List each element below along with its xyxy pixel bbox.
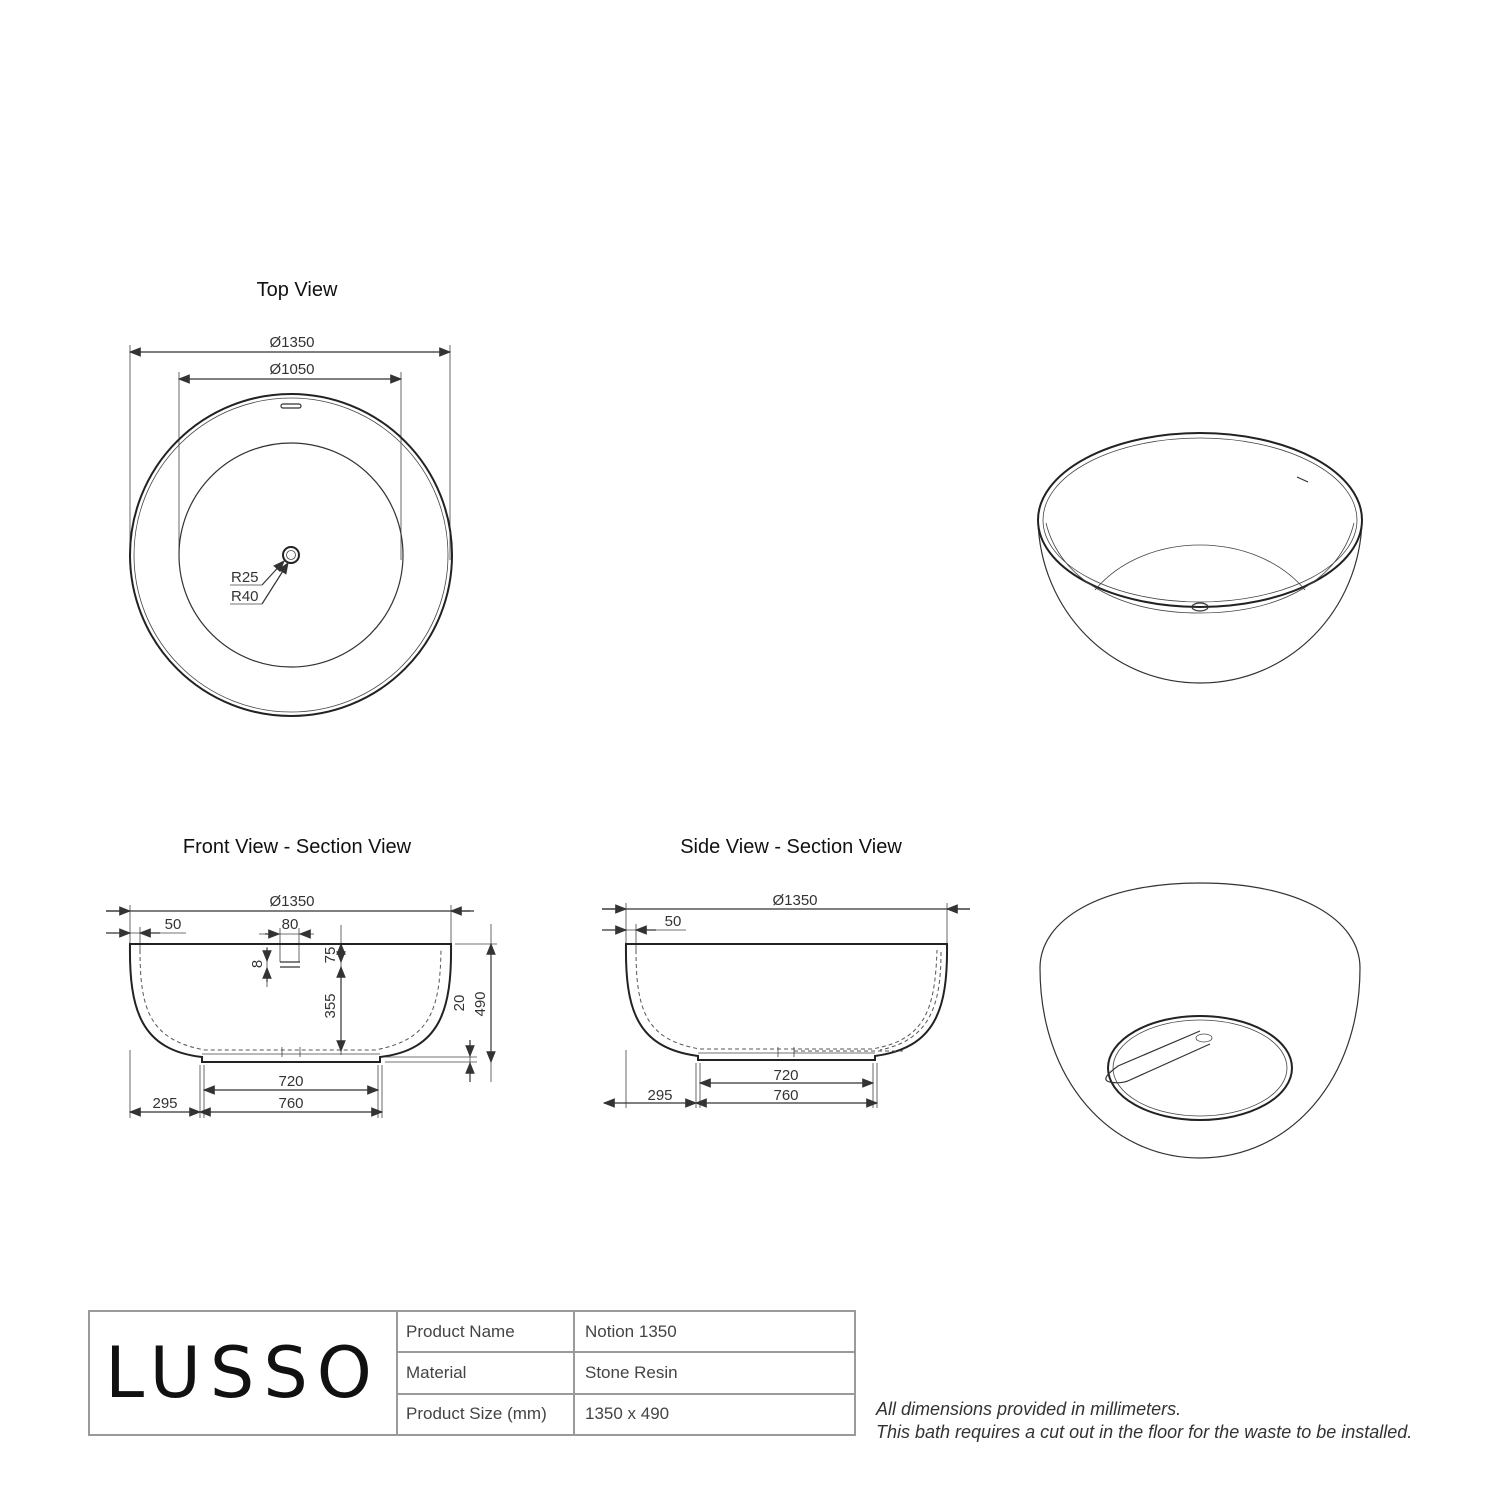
underside-waste-channel bbox=[1106, 1031, 1210, 1083]
top-overflow-slot bbox=[281, 404, 301, 408]
material-value: Stone Resin bbox=[585, 1362, 678, 1382]
perspective-view-bottom bbox=[1040, 883, 1360, 1158]
top-r40-label: R40 bbox=[231, 588, 259, 605]
top-r25-label: R25 bbox=[231, 569, 259, 586]
front-base-inner-label: 720 bbox=[278, 1073, 304, 1090]
title-block bbox=[88, 1310, 856, 1436]
side-section-view bbox=[602, 836, 970, 1108]
front-section-view bbox=[106, 836, 497, 1118]
side-dia-label: Ø1350 bbox=[772, 892, 818, 909]
front-wall-label: 50 bbox=[164, 916, 182, 933]
front-base-outer-label: 760 bbox=[278, 1095, 304, 1112]
table-row bbox=[398, 1312, 854, 1353]
product-name-value: Notion 1350 bbox=[585, 1321, 677, 1341]
top-view bbox=[130, 279, 452, 716]
perspective-view-top bbox=[1038, 433, 1362, 683]
note-dimensions: All dimensions provided in millimeters. bbox=[876, 1399, 1182, 1419]
front-dia-label: Ø1350 bbox=[269, 893, 315, 910]
top-outer-rim bbox=[130, 394, 452, 716]
table-row bbox=[398, 1353, 854, 1394]
top-view-title: Top View bbox=[256, 279, 338, 301]
front-view-title: Front View - Section View bbox=[182, 836, 412, 858]
product-info-table bbox=[398, 1312, 854, 1434]
top-dia-outer-label: Ø1350 bbox=[269, 334, 315, 351]
top-drain bbox=[283, 547, 299, 563]
note-floor-cutout: This bath requires a cut out in the floor for the waste to be installed. bbox=[876, 1422, 1413, 1442]
side-view-title: Side View - Section View bbox=[680, 836, 902, 858]
top-inner-basin bbox=[179, 443, 403, 667]
front-overflow-depth-label: 75 bbox=[322, 946, 339, 964]
product-name-label: Product Name bbox=[398, 1312, 575, 1351]
front-overflow-h-label: 8 bbox=[249, 959, 266, 969]
side-wall-label: 50 bbox=[664, 913, 682, 930]
top-dia-inner-label: Ø1050 bbox=[269, 361, 315, 378]
material-label: Material bbox=[398, 1353, 575, 1392]
front-overflow-w-label: 80 bbox=[281, 916, 299, 933]
brand-logo: LUSSO bbox=[90, 1312, 398, 1434]
side-base-inner-label: 720 bbox=[773, 1067, 799, 1084]
side-offset-label: 295 bbox=[647, 1087, 673, 1104]
side-bath-outline bbox=[626, 944, 947, 1060]
front-depth-label: 355 bbox=[322, 993, 339, 1019]
front-height-label: 490 bbox=[472, 991, 489, 1017]
product-size-label: Product Size (mm) bbox=[398, 1395, 575, 1434]
side-base-outer-label: 760 bbox=[773, 1087, 799, 1104]
front-offset-label: 295 bbox=[152, 1095, 178, 1112]
product-size-value: 1350 x 490 bbox=[585, 1404, 670, 1424]
front-base-label: 20 bbox=[451, 994, 468, 1012]
table-row bbox=[398, 1395, 854, 1434]
drawing-notes bbox=[876, 1398, 1412, 1444]
